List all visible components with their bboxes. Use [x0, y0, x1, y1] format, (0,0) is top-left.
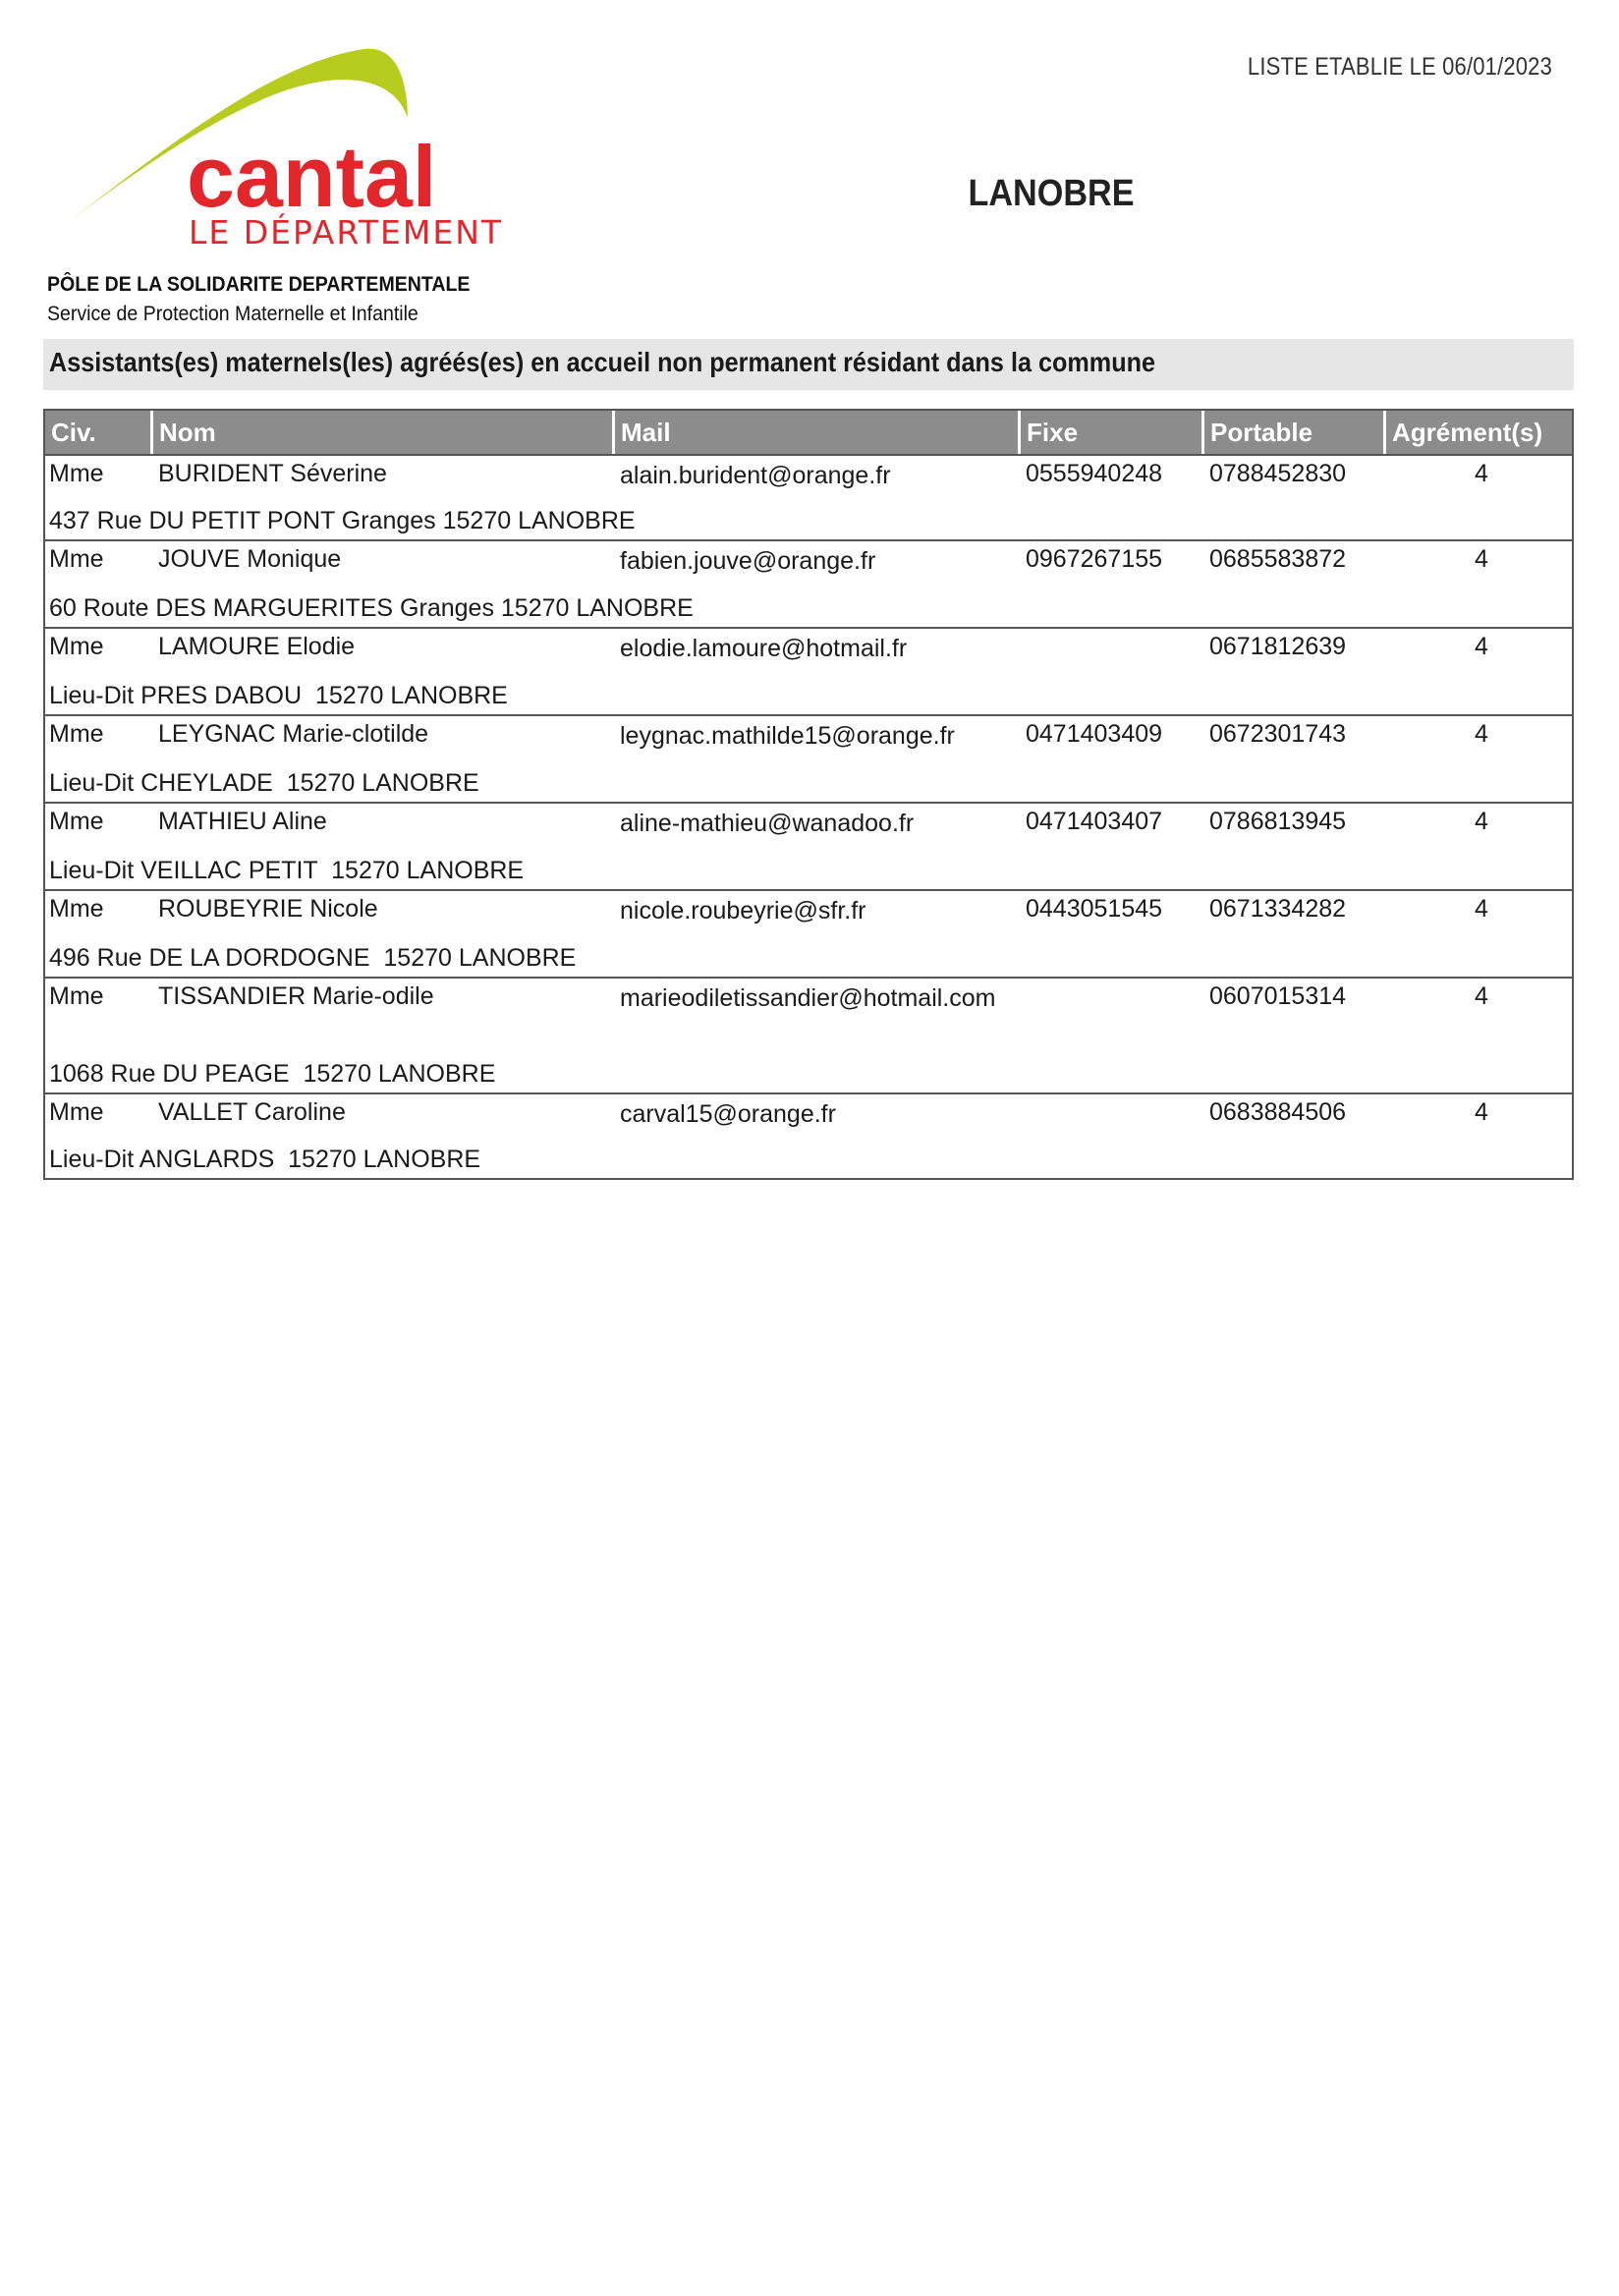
cell-mail: nicole.roubeyrie@sfr.fr	[620, 897, 866, 924]
cell-fixe: 0471403409	[1026, 720, 1163, 748]
cell-mail: carval15@orange.fr	[620, 1100, 836, 1128]
table-row	[45, 541, 1572, 629]
cell-nom: TISSANDIER Marie-odile	[158, 982, 434, 1010]
cell-mail: alain.burident@orange.fr	[620, 462, 891, 489]
cell-portable: 0607015314	[1209, 982, 1347, 1010]
table-row	[45, 456, 1572, 541]
cell-civ: Mme	[49, 545, 104, 573]
col-nom: Nom	[153, 411, 615, 454]
cell-civ: Mme	[49, 633, 104, 660]
section-title: Assistants(es) maternels(les) agréés(es) en accueil non permanent résidant dans la commune	[49, 347, 1155, 377]
commune-title: LANOBRE	[968, 173, 1135, 214]
cell-agrement: 4	[1475, 895, 1488, 923]
col-fixe: Fixe	[1021, 411, 1204, 454]
table-row	[45, 1094, 1572, 1178]
cell-civ: Mme	[49, 1098, 104, 1126]
cantal-logo	[39, 44, 521, 255]
cell-fixe: 0555940248	[1026, 460, 1163, 487]
cell-portable: 0685583872	[1209, 545, 1347, 573]
cell-agrement: 4	[1475, 460, 1488, 487]
cell-nom: BURIDENT Séverine	[158, 460, 387, 487]
service-name: Service de Protection Maternelle et Infantile	[47, 303, 419, 325]
col-portable: Portable	[1204, 411, 1386, 454]
cell-portable: 0786813945	[1209, 808, 1347, 835]
cell-agrement: 4	[1475, 808, 1488, 835]
cell-civ: Mme	[49, 720, 104, 748]
cell-adresse: 496 Rue DE LA DORDOGNE 15270 LANOBRE	[49, 944, 577, 972]
cell-civ: Mme	[49, 808, 104, 835]
cell-adresse: Lieu-Dit CHEYLADE 15270 LANOBRE	[49, 769, 479, 797]
table-row	[45, 891, 1572, 979]
pole-name: PÔLE DE LA SOLIDARITE DEPARTEMENTALE	[47, 273, 471, 296]
cell-adresse: 437 Rue DU PETIT PONT Granges 15270 LANOBRE	[49, 507, 636, 534]
cell-adresse: 1068 Rue DU PEAGE 15270 LANOBRE	[49, 1060, 496, 1088]
section-band	[43, 339, 1574, 390]
cell-adresse: Lieu-Dit VEILLAC PETIT 15270 LANOBRE	[49, 857, 525, 884]
cell-portable: 0672301743	[1209, 720, 1347, 748]
cell-adresse: 60 Route DES MARGUERITES Granges 15270 LANOBRE	[49, 594, 694, 622]
cell-agrement: 4	[1475, 1098, 1488, 1126]
cell-adresse: Lieu-Dit PRES DABOU 15270 LANOBRE	[49, 682, 508, 709]
table-header	[45, 411, 1572, 456]
cell-fixe: 0443051545	[1026, 895, 1163, 923]
cell-civ: Mme	[49, 460, 104, 487]
cell-agrement: 4	[1475, 982, 1488, 1010]
assistants-table	[43, 409, 1574, 1180]
cell-mail: aline-mathieu@wanadoo.fr	[620, 810, 915, 837]
cell-portable: 0671334282	[1209, 895, 1347, 923]
cell-nom: ROUBEYRIE Nicole	[158, 895, 378, 923]
col-mail: Mail	[615, 411, 1021, 454]
cell-civ: Mme	[49, 982, 104, 1010]
logo-word: cantal	[187, 128, 437, 225]
table-row	[45, 629, 1572, 716]
cell-nom: LAMOURE Elodie	[158, 633, 356, 660]
pole-block	[47, 270, 470, 329]
table-row	[45, 979, 1572, 1094]
table-row	[45, 716, 1572, 804]
cell-nom: VALLET Caroline	[158, 1098, 346, 1126]
cell-fixe: 0471403407	[1026, 808, 1163, 835]
cell-adresse: Lieu-Dit ANGLARDS 15270 LANOBRE	[49, 1146, 481, 1173]
cell-mail: marieodiletissandier@hotmail.com	[620, 984, 996, 1012]
cell-nom: MATHIEU Aline	[158, 808, 327, 835]
cell-agrement: 4	[1475, 545, 1488, 573]
cell-mail: elodie.lamoure@hotmail.fr	[620, 635, 908, 662]
cell-mail: fabien.jouve@orange.fr	[620, 547, 876, 575]
logo-subtitle: LE DÉPARTEMENT	[189, 213, 504, 252]
cell-agrement: 4	[1475, 720, 1488, 748]
table-row	[45, 804, 1572, 891]
cell-mail: leygnac.mathilde15@orange.fr	[620, 722, 955, 750]
cell-nom: LEYGNAC Marie-clotilde	[158, 720, 429, 748]
cell-portable: 0788452830	[1209, 460, 1347, 487]
cell-agrement: 4	[1475, 633, 1488, 660]
cell-nom: JOUVE Monique	[158, 545, 342, 573]
col-agrement: Agrément(s)	[1386, 411, 1572, 454]
cell-portable: 0683884506	[1209, 1098, 1347, 1126]
col-civ: Civ.	[45, 411, 153, 454]
cell-portable: 0671812639	[1209, 633, 1347, 660]
cell-civ: Mme	[49, 895, 104, 923]
cell-fixe: 0967267155	[1026, 545, 1163, 573]
list-date: LISTE ETABLIE LE 06/01/2023	[1247, 53, 1552, 81]
